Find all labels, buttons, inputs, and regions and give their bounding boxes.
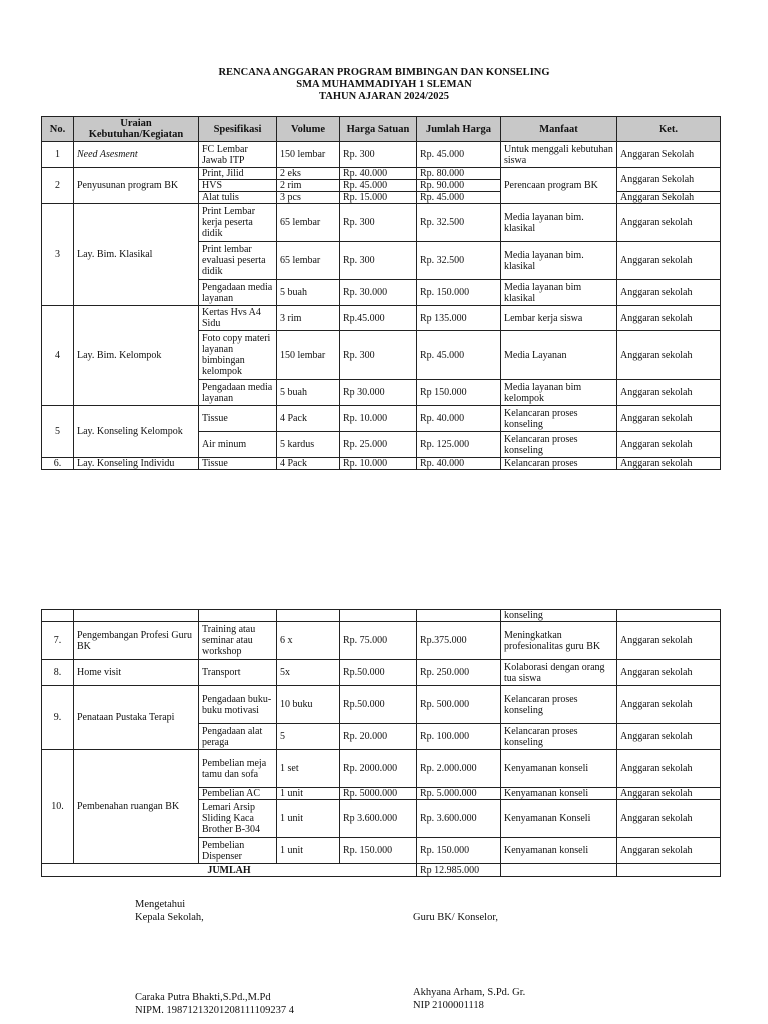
table-row xyxy=(42,622,721,660)
volume-cell: 65 lembar xyxy=(277,242,340,280)
academic-year: TAHUN AJARAN 2024/2025 xyxy=(319,91,449,102)
amount-cell: Rp. 3.600.000 xyxy=(417,800,501,838)
table-row xyxy=(42,142,721,168)
price-cell: Rp. 5000.000 xyxy=(340,788,417,800)
benefit-cell: Media layanan bim. klasikal xyxy=(501,242,617,280)
benefit-cell: Kenyamanan konseli xyxy=(501,838,617,864)
activity-name: Lay. Konseling Individu xyxy=(74,458,199,470)
spec-cell: Print Lembar kerja peserta didik xyxy=(199,204,277,242)
benefit-cell: Kelancaran proses konseling xyxy=(501,686,617,724)
price-cell: Rp. 300 xyxy=(340,204,417,242)
volume-cell: 5 kardus xyxy=(277,432,340,458)
activity-name: Need Asesment xyxy=(74,142,199,168)
amount-cell: Rp. 40.000 xyxy=(417,406,501,432)
volume-cell: 1 unit xyxy=(277,838,340,864)
spec-cell: HVS xyxy=(199,180,277,192)
note-cell: Anggaran sekolah xyxy=(617,622,721,660)
school-name: SMA MUHAMMADIYAH 1 SLEMAN xyxy=(296,79,472,90)
amount-cell: Rp.375.000 xyxy=(417,622,501,660)
amount-cell: Rp. 80.000 xyxy=(417,168,501,180)
activity-name: Pembenahan ruangan BK xyxy=(74,750,199,864)
volume-cell: 4 Pack xyxy=(277,406,340,432)
volume-cell: 3 pcs xyxy=(277,192,340,204)
budget-table-page1 xyxy=(41,116,721,470)
volume-cell: 3 rim xyxy=(277,306,340,331)
benefit-cell: Media layanan bim kelompok xyxy=(501,380,617,406)
price-cell: Rp 30.000 xyxy=(340,380,417,406)
price-cell: Rp. 75.000 xyxy=(340,622,417,660)
volume-cell: 1 unit xyxy=(277,788,340,800)
price-cell: Rp. 300 xyxy=(340,331,417,380)
amount-cell: Rp. 90.000 xyxy=(417,180,501,192)
price-cell: Rp. 10.000 xyxy=(340,458,417,470)
volume-cell: 1 set xyxy=(277,750,340,788)
document-title: RENCANA ANGGARAN PROGRAM BIMBINGAN DAN KONSELING xyxy=(218,67,550,78)
spec-cell: Pembelian meja tamu dan sofa xyxy=(199,750,277,788)
note-cell: Anggaran sekolah xyxy=(617,406,721,432)
benefit-cell: Kenyamanan Konseli xyxy=(501,800,617,838)
benefit-cell: Kelancaran proses xyxy=(501,458,617,470)
row-number: 8. xyxy=(42,660,74,686)
price-cell: Rp 3.600.000 xyxy=(340,800,417,838)
note-cell: Anggaran Sekolah xyxy=(617,192,721,204)
benefit-cell: Media layanan bim klasikal xyxy=(501,280,617,306)
signature-right-name xyxy=(413,986,525,1012)
header-uraian: Uraian Kebutuhan/Kegiatan xyxy=(74,117,199,142)
benefit-cell: konseling xyxy=(501,610,617,622)
spec-cell: Pengadaan media layanan xyxy=(199,380,277,406)
price-cell: Rp.50.000 xyxy=(340,660,417,686)
amount-cell: Rp. 40.000 xyxy=(417,458,501,470)
spec-cell: Air minum xyxy=(199,432,277,458)
note-cell: Anggaran sekolah xyxy=(617,380,721,406)
note-cell: Anggaran sekolah xyxy=(617,458,721,470)
spec-cell: Tissue xyxy=(199,458,277,470)
amount-cell: Rp. 32.500 xyxy=(417,242,501,280)
benefit-cell: Perencaan program BK xyxy=(501,168,617,204)
price-cell: Rp. 30.000 xyxy=(340,280,417,306)
volume-cell: 2 rim xyxy=(277,180,340,192)
counselor-title: Guru BK/ Konselor, xyxy=(413,912,499,923)
principal-nipm: NIPM. 19871213201208111109237 4 xyxy=(135,1005,294,1016)
note-cell: Anggaran Sekolah xyxy=(617,168,721,192)
spec-cell: Pembelian AC xyxy=(199,788,277,800)
row-number: 6. xyxy=(42,458,74,470)
volume-cell: 150 lembar xyxy=(277,331,340,380)
header-harga-satuan: Harga Satuan xyxy=(340,117,417,142)
price-cell: Rp. 10.000 xyxy=(340,406,417,432)
activity-name: Lay. Bim. Klasikal xyxy=(74,204,199,306)
benefit-cell: Kelancaran proses konseling xyxy=(501,406,617,432)
spec-cell: Pengadaan alat peraga xyxy=(199,724,277,750)
price-cell: Rp. 40.000 xyxy=(340,168,417,180)
counselor-name: Akhyana Arham, S.Pd. Gr. xyxy=(413,987,526,998)
note-cell: Anggaran sekolah xyxy=(617,788,721,800)
price-cell: Rp. 300 xyxy=(340,142,417,168)
spec-cell: Foto copy materi layanan bimbingan kelompok xyxy=(199,331,277,380)
table-row xyxy=(42,406,721,432)
spec-cell: Kertas Hvs A4 Sidu xyxy=(199,306,277,331)
signature-right-header xyxy=(413,911,498,924)
table-row xyxy=(42,610,721,622)
benefit-cell: Meningkatkan profesionalitas guru BK xyxy=(501,622,617,660)
price-cell: Rp. 15.000 xyxy=(340,192,417,204)
spec-cell: Pengadaan media layanan xyxy=(199,280,277,306)
spec-cell: FC Lembar Jawab ITP xyxy=(199,142,277,168)
spec-cell: Pembelian Dispenser xyxy=(199,838,277,864)
volume-cell: 1 unit xyxy=(277,800,340,838)
spec-cell: Tissue xyxy=(199,406,277,432)
row-number: 1 xyxy=(42,142,74,168)
table-row xyxy=(42,458,721,470)
price-cell: Rp. 300 xyxy=(340,242,417,280)
row-number: 2 xyxy=(42,168,74,204)
total-label: JUMLAH xyxy=(42,864,417,877)
activity-name: Home visit xyxy=(74,660,199,686)
benefit-cell: Kolaborasi dengan orang tua siswa xyxy=(501,660,617,686)
counselor-nip: NIP 2100001118 xyxy=(413,1000,484,1011)
price-cell: Rp.50.000 xyxy=(340,686,417,724)
amount-cell: Rp. 125.000 xyxy=(417,432,501,458)
spec-cell: Training atau seminar atau workshop xyxy=(199,622,277,660)
volume-cell: 10 buku xyxy=(277,686,340,724)
note-cell: Anggaran sekolah xyxy=(617,306,721,331)
note-cell: Anggaran sekolah xyxy=(617,724,721,750)
activity-name: Penataan Pustaka Terapi xyxy=(74,686,199,750)
note-cell: Anggaran sekolah xyxy=(617,432,721,458)
budget-table-page2 xyxy=(41,609,721,877)
volume-cell: 65 lembar xyxy=(277,204,340,242)
amount-cell: Rp. 32.500 xyxy=(417,204,501,242)
spec-cell: Transport xyxy=(199,660,277,686)
price-cell: Rp. 25.000 xyxy=(340,432,417,458)
volume-cell: 5x xyxy=(277,660,340,686)
signature-left-header xyxy=(135,898,204,924)
amount-cell: Rp. 250.000 xyxy=(417,660,501,686)
table-row xyxy=(42,306,721,331)
note-cell: Anggaran sekolah xyxy=(617,686,721,724)
header-jumlah-harga: Jumlah Harga xyxy=(417,117,501,142)
volume-cell: 5 buah xyxy=(277,380,340,406)
table-row xyxy=(42,686,721,724)
signature-left-name xyxy=(135,991,294,1017)
header-ket: Ket. xyxy=(617,117,721,142)
row-number: 9. xyxy=(42,686,74,750)
spec-cell: Lemari Arsip Sliding Kaca Brother B-304 xyxy=(199,800,277,838)
activity-name: Penyusunan program BK xyxy=(74,168,199,204)
amount-cell: Rp. 150.000 xyxy=(417,280,501,306)
row-number: 4 xyxy=(42,306,74,406)
principal-name: Caraka Putra Bhakti,S.Pd.,M.Pd xyxy=(135,992,271,1003)
table-row xyxy=(42,660,721,686)
amount-cell: Rp. 500.000 xyxy=(417,686,501,724)
spec-cell: Print lembar evaluasi peserta didik xyxy=(199,242,277,280)
amount-cell: Rp. 5.000.000 xyxy=(417,788,501,800)
row-number: 7. xyxy=(42,622,74,660)
price-cell: Rp. 150.000 xyxy=(340,838,417,864)
note-cell: Anggaran sekolah xyxy=(617,838,721,864)
price-cell: Rp. 2000.000 xyxy=(340,750,417,788)
note-cell: Anggaran sekolah xyxy=(617,242,721,280)
volume-cell: 4 Pack xyxy=(277,458,340,470)
amount-cell: Rp. 2.000.000 xyxy=(417,750,501,788)
row-number: 3 xyxy=(42,204,74,306)
amount-cell: Rp. 45.000 xyxy=(417,142,501,168)
activity-name: Pengembangan Profesi Guru BK xyxy=(74,622,199,660)
price-cell: Rp. 20.000 xyxy=(340,724,417,750)
amount-cell: Rp 135.000 xyxy=(417,306,501,331)
header-spesifikasi: Spesifikasi xyxy=(199,117,277,142)
amount-cell: Rp. 45.000 xyxy=(417,331,501,380)
principal-title: Kepala Sekolah, xyxy=(135,912,204,923)
amount-cell: Rp 150.000 xyxy=(417,380,501,406)
price-cell: Rp. 45.000 xyxy=(340,180,417,192)
note-cell: Anggaran sekolah xyxy=(617,204,721,242)
amount-cell: Rp. 45.000 xyxy=(417,192,501,204)
amount-cell: Rp. 100.000 xyxy=(417,724,501,750)
benefit-cell: Kelancaran proses konseling xyxy=(501,432,617,458)
volume-cell: 2 eks xyxy=(277,168,340,180)
header-row xyxy=(42,117,721,142)
row-number: 5 xyxy=(42,406,74,458)
benefit-cell: Kenyamanan konseli xyxy=(501,750,617,788)
note-cell: Anggaran sekolah xyxy=(617,750,721,788)
volume-cell: 150 lembar xyxy=(277,142,340,168)
benefit-cell: Lembar kerja siswa xyxy=(501,306,617,331)
activity-name: Lay. Bim. Kelompok xyxy=(74,306,199,406)
benefit-cell: Untuk menggali kebutuhan siswa xyxy=(501,142,617,168)
note-cell: Anggaran sekolah xyxy=(617,280,721,306)
spec-cell: Print, Jilid xyxy=(199,168,277,180)
table-row xyxy=(42,750,721,788)
benefit-cell: Media layanan bim. klasikal xyxy=(501,204,617,242)
benefit-cell: Media Layanan xyxy=(501,331,617,380)
total-row xyxy=(42,864,721,877)
table-row xyxy=(42,204,721,242)
note-cell: Anggaran Sekolah xyxy=(617,142,721,168)
spec-cell: Pengadaan buku-buku motivasi xyxy=(199,686,277,724)
note-cell: Anggaran sekolah xyxy=(617,331,721,380)
activity-name: Lay. Konseling Kelompok xyxy=(74,406,199,458)
row-number: 10. xyxy=(42,750,74,864)
header-no: No. xyxy=(42,117,74,142)
note-cell: Anggaran sekolah xyxy=(617,800,721,838)
header-manfaat: Manfaat xyxy=(501,117,617,142)
volume-cell: 5 xyxy=(277,724,340,750)
volume-cell: 6 x xyxy=(277,622,340,660)
total-amount: Rp 12.985.000 xyxy=(417,864,501,877)
benefit-cell: Kelancaran proses konseling xyxy=(501,724,617,750)
spec-cell: Alat tulis xyxy=(199,192,277,204)
amount-cell: Rp. 150.000 xyxy=(417,838,501,864)
header-volume: Volume xyxy=(277,117,340,142)
table-row xyxy=(42,168,721,180)
note-cell: Anggaran sekolah xyxy=(617,660,721,686)
volume-cell: 5 buah xyxy=(277,280,340,306)
benefit-cell: Kenyamanan konseli xyxy=(501,788,617,800)
price-cell: Rp.45.000 xyxy=(340,306,417,331)
acknowledged-label: Mengetahui xyxy=(135,899,186,910)
